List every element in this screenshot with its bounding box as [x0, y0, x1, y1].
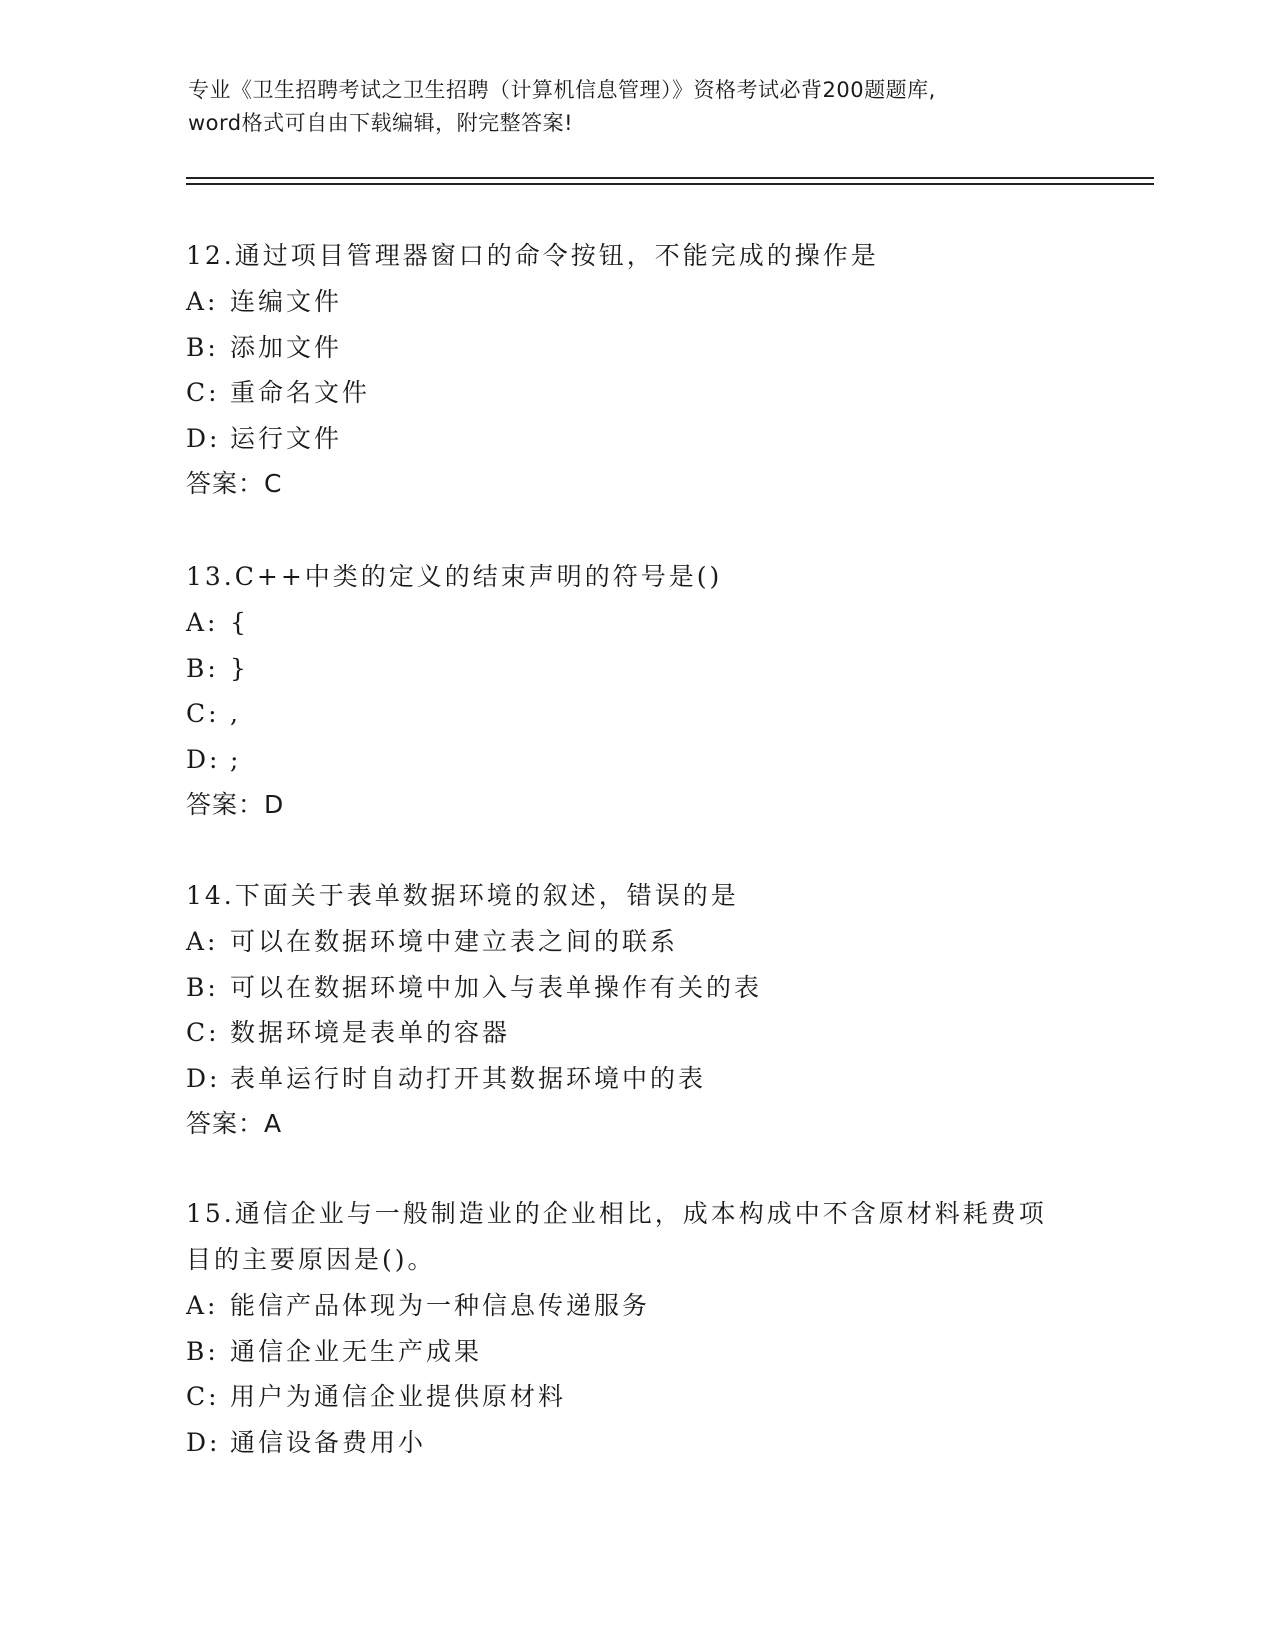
option-text: 通信企业无生产成果 [230, 1336, 483, 1366]
header-divider-top [186, 177, 1154, 179]
option-key: D: [186, 1063, 221, 1093]
option-key: C: [186, 1382, 220, 1411]
option-key: C: [186, 378, 220, 407]
document-header [188, 74, 1088, 140]
option-text: } [230, 653, 249, 683]
option-d [186, 737, 1086, 783]
option-b [186, 646, 1086, 692]
question-stem: 12.通过项目管理器窗口的命令按钮，不能完成的操作是 [186, 241, 879, 270]
option-text: , [230, 699, 241, 728]
option-b [186, 325, 1086, 371]
question-12 [186, 233, 1086, 507]
option-text: 连编文件 [230, 287, 343, 316]
option-text: 用户为通信企业提供原材料 [230, 1382, 567, 1411]
option-text: 运行文件 [230, 423, 343, 453]
option-b [186, 965, 1086, 1011]
question-stem-line-1: 15.通信企业与一般制造业的企业相比，成本构成中不含原材料耗费项 [186, 1199, 1047, 1228]
option-key: A: [186, 287, 219, 316]
option-key: D: [186, 1427, 221, 1457]
option-key: B: [186, 332, 219, 362]
option-key: C: [186, 699, 220, 728]
option-a [186, 919, 1086, 965]
option-d [186, 1420, 1086, 1466]
option-key: A: [186, 608, 219, 637]
option-c [186, 691, 1086, 737]
option-c [186, 1010, 1086, 1056]
option-a [186, 600, 1086, 646]
option-text: ; [230, 744, 242, 774]
option-a [186, 1283, 1086, 1329]
question-14 [186, 873, 1086, 1147]
question-stem: 13.C++中类的定义的结束声明的符号是() [186, 562, 723, 591]
option-text: 可以在数据环境中建立表之间的联系 [230, 927, 679, 956]
header-divider-bottom [186, 183, 1154, 185]
question-13 [186, 554, 1086, 828]
answer: 答案：A [186, 1109, 283, 1138]
option-text: 添加文件 [230, 332, 343, 362]
question-stem-line-2: 目的主要原因是()。 [186, 1245, 436, 1274]
option-key: C: [186, 1018, 220, 1047]
option-d [186, 416, 1086, 462]
header-line-1: 专业《卫生招聘考试之卫生招聘（计算机信息管理）》资格考试必背200题题库, [188, 78, 936, 102]
option-key: D: [186, 744, 221, 774]
option-text: 表单运行时自动打开其数据环境中的表 [230, 1063, 707, 1093]
option-key: B: [186, 972, 219, 1002]
option-key: A: [186, 1291, 219, 1320]
option-text: 能信产品体现为一种信息传递服务 [230, 1291, 651, 1320]
option-text: 可以在数据环境中加入与表单操作有关的表 [230, 972, 763, 1002]
option-key: B: [186, 1336, 219, 1366]
option-b [186, 1329, 1086, 1375]
option-c [186, 370, 1086, 416]
question-15 [186, 1191, 1086, 1465]
option-d [186, 1056, 1086, 1102]
option-a [186, 279, 1086, 325]
option-text: 数据环境是表单的容器 [230, 1018, 511, 1047]
option-text: 通信设备费用小 [230, 1427, 427, 1457]
header-line-2: word格式可自由下载编辑，附完整答案! [188, 111, 574, 135]
option-text: 重命名文件 [230, 378, 371, 407]
answer: 答案：D [186, 790, 285, 819]
option-c [186, 1374, 1086, 1420]
option-key: D: [186, 423, 221, 453]
answer: 答案：C [186, 469, 283, 498]
option-key: A: [186, 927, 219, 956]
question-stem: 14.下面关于表单数据环境的叙述，错误的是 [186, 881, 739, 910]
option-text: { [230, 608, 249, 637]
option-key: B: [186, 653, 219, 683]
